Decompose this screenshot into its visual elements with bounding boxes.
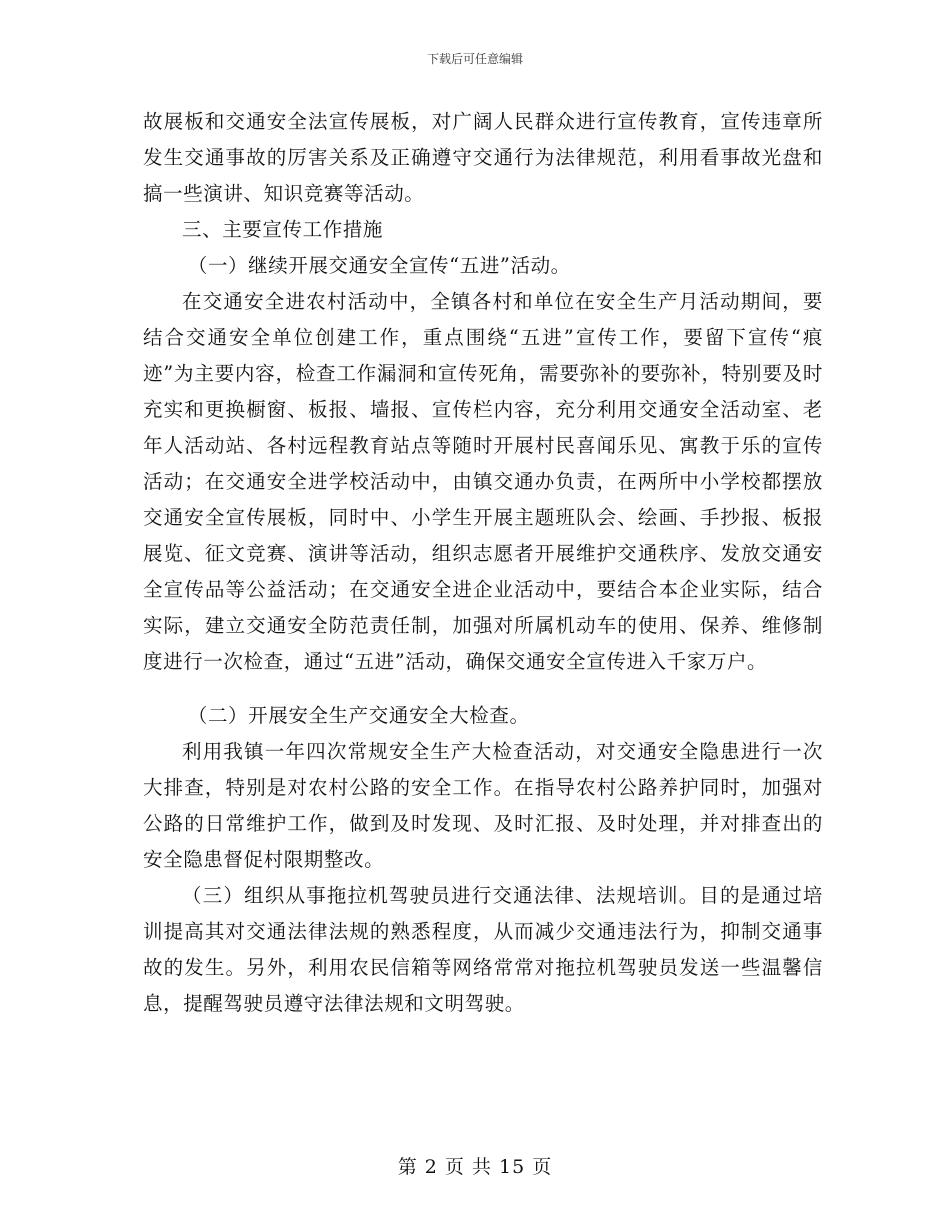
- page-footer: [0, 1152, 950, 1179]
- header-note: 下载后可任意编辑: [426, 52, 523, 66]
- section-heading-measures: 三、主要宣传工作措施: [182, 218, 384, 241]
- document-body: [143, 104, 823, 1022]
- paragraph-training: （三）组织从事拖拉机驾驶员进行交通法律、法规培训。目的是通过培训提高其对交通法律法规的熟悉程度，从而减少交通违法行为，抑制交通事故的发生。另外，利用农民信箱等网络常常对拖拉机驾驶员发送一些温馨信息，提醒驾驶员遵守法律法规和文明驾驶。: [143, 884, 823, 1015]
- subsection-heading-1: （一）继续开展交通安全宣传“五进”活动。: [187, 254, 571, 277]
- page-number: 第 2 页 共 15 页: [397, 1156, 553, 1178]
- paragraph-inspection: 利用我镇一年四次常规安全生产大检查活动，对交通安全隐患进行一次大排查，特别是对农村公路的安全工作。在指导农村公路养护同时，加强对公路的日常维护工作，做到及时发现、及时汇报、及时处理，并对排查出的安全隐患督促村限期整改。: [143, 740, 823, 871]
- paragraph-intro-continuation: 故展板和交通安全法宣传展板，对广阔人民群众进行宣传教育，宣传违章所发生交通事故的厉害关系及正确遵守交通行为法律规范，利用看事故光盘和搞一些演讲、知识竞赛等活动。: [143, 110, 823, 205]
- subsection-heading-2: （二）开展安全生产交通安全大检查。: [187, 704, 530, 727]
- page-header: [0, 50, 950, 67]
- paragraph-five-entries: 在交通安全进农村活动中，全镇各村和单位在安全生产月活动期间，要结合交通安全单位创建工作，重点围绕“五进”宣传工作，要留下宣传“痕迹”为主要内容，检查工作漏洞和宣传死角，需要弥补的要弥补，特别要及时充实和更换橱窗、板报、墙报、宣传栏内容，充分利用交通安全活动室、老年人活动站、各村远程教育站点等随时开展村民喜闻乐见、寓教于乐的宣传活动；在交通安全进学校活动中，由镇交通办负责，在两所中小学校都摆放交通安全宣传展板，同时中、小学生开展主题班队会、绘画、手抄报、板报展览、征文竞赛、演讲等活动，组织志愿者开展维护交通秩序、发放交通安全宣传品等公益活动；在交通安全进企业活动中，要结合本企业实际，结合实际，建立交通安全防范责任制，加强对所属机动车的使用、保养、维修制度进行一次检查，通过“五进”活动，确保交通安全宣传进入千家万户。: [143, 290, 823, 673]
